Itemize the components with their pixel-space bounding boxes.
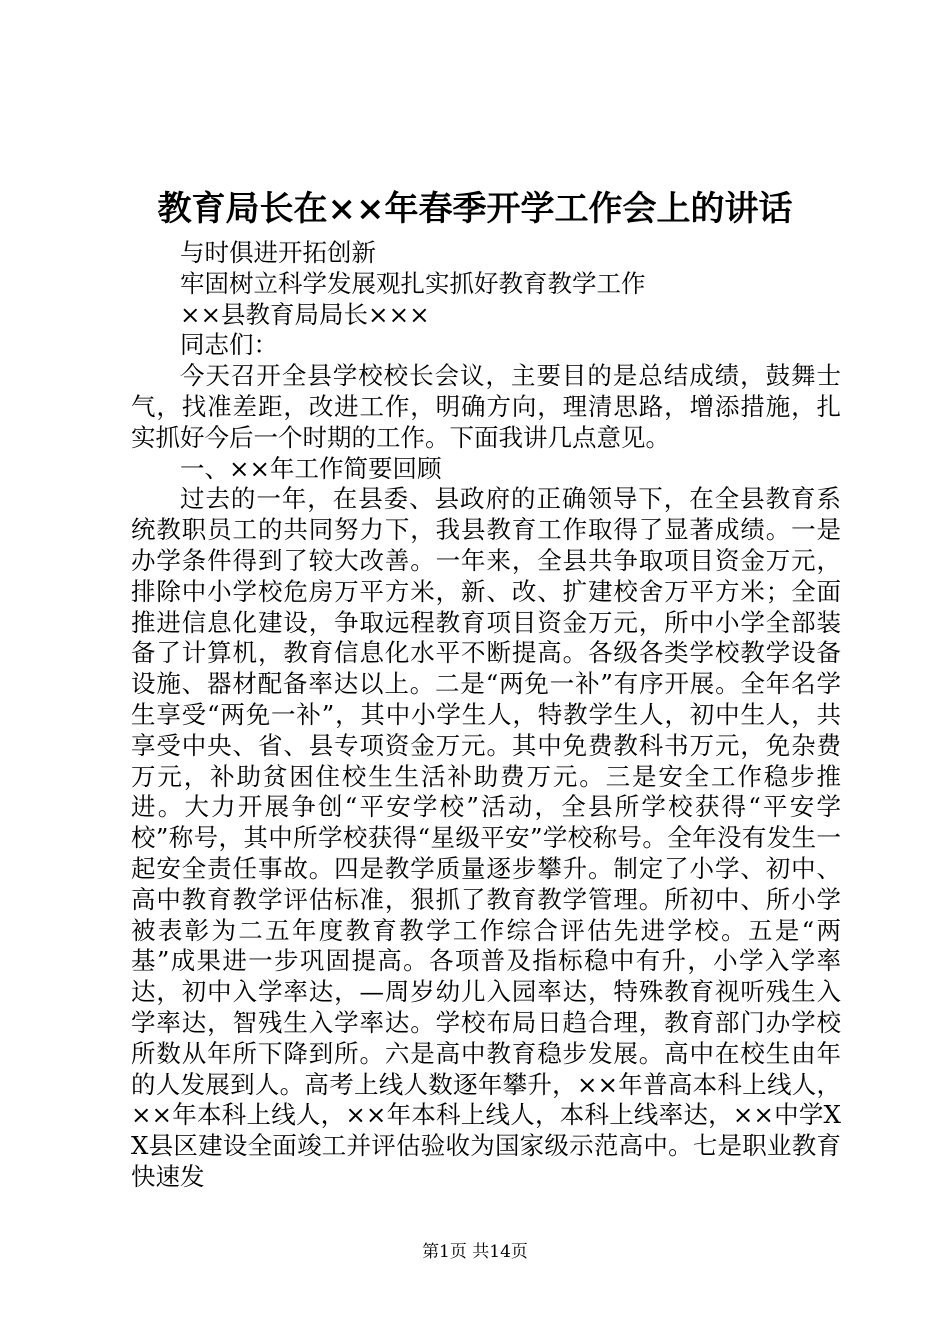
document-title: 教育局长在××年春季开学工作会上的讲话 [157, 189, 793, 229]
document-body [131, 238, 841, 1193]
intro-paragraph: 今天召开全县学校校长会议，主要目的是总结成绩，鼓舞士气，找准差距，改进工作，明确方向，理清思路，增添措施，扎实抓好今后一个时期的工作。下面我讲几点意见。 [131, 361, 841, 452]
page-number: 第1页 共14页 [422, 1242, 528, 1262]
section-heading: 一、××年工作简要回顾 [180, 453, 442, 483]
author-line: ××县教育局局长××× [180, 299, 430, 329]
salutation: 同志们： [180, 330, 278, 360]
review-paragraph: 过去的一年，在县委、县政府的正确领导下，在全县教育系统教职员工的共同努力下，我县教育工作取得了显著成绩。一是办学条件得到了较大改善。一年来，全县共争取项目资金万元，排除中小学校危房万平方米，新、改、扩建校舍万平方米；全面推进信息化建设，争取远程教育项目资金万元，所中小学全部装备了计算机，教育信息化水平不断提高。各级各类学校教学设备设施、器材配备率达以上。二是“两免一补”有序开展。全年名学生享受“两免一补”，其中小学生人，特教学生人，初中生人，共享受中央、省、县专项资金万元。其中免费教科书万元，免杂费万元，补助贫困住校生生活补助费万元。三是安全工作稳步推进。大力开展争创“平安学校”活动，全县所学校获得“平安学校”称号，其中所学校获得“星级平安”学校称号。全年没有发生一起安全责任事故。四是教学质量逐步攀升。制定了小学、初中、高中教育教学评估标准，狠抓了教育教学管理。所初中、所小学被表彰为二五年度教育教学工作综合评估先进学校。五是“两基”成果进一步巩固提高。各项普及指标稳中有升，小学入学率达，初中入学率达，—周岁幼儿入园率达，特殊教育视听残生入学率达，智残生入学率达。学校布局日趋合理，教育部门办学校所数从年所下降到所。六是高中教育稳步发展。高中在校生由年的人发展到人。高考上线人数逐年攀升，××年普高本科上线人，××年本科上线人，××年本科上线人，本科上线率达，××中学XX县区建设全面竣工并评估验收为国家级示范高中。七是职业教育快速发 [131, 484, 841, 1191]
subtitle-line-1: 与时俱进开拓创新 [180, 238, 376, 267]
subtitle-line-2: 牢固树立科学发展观扎实抓好教育教学工作 [180, 268, 646, 298]
